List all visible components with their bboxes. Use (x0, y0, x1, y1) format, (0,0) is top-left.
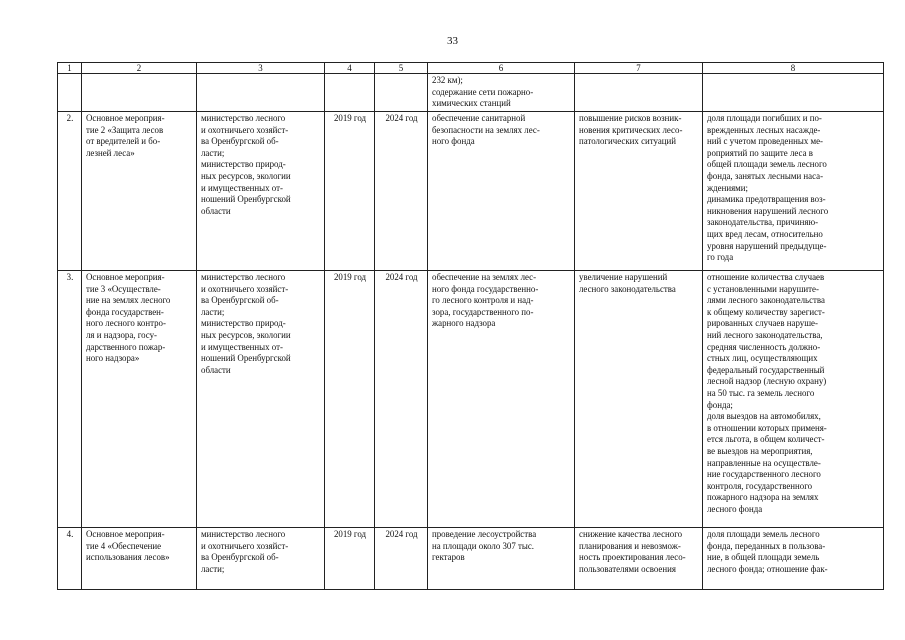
cell-line: щих вред лесам, относительно (707, 228, 823, 239)
activity-cell (82, 528, 197, 590)
cell-line: направленные на осуществле- (707, 457, 821, 468)
end-year-cell: 2024 год (375, 112, 428, 271)
cell-line: тие 3 «Осуществле- (86, 283, 161, 294)
cell-line: дарственного пожар- (86, 341, 166, 352)
cell-line: проведение лесоустройства (432, 529, 537, 539)
header-cell: 7 (575, 63, 703, 74)
cell-line: лесного законодательства (579, 283, 676, 294)
header-cell: 3 (197, 63, 325, 74)
cell-line: области (201, 205, 231, 216)
cell-line: жарного надзора (432, 318, 496, 329)
cell-line: Основное мероприя- (86, 529, 165, 539)
cell-line: ласти; (201, 306, 225, 317)
indicators-cell (703, 112, 884, 271)
cell-line: ва Оренбургской об- (201, 552, 279, 563)
cell-line: ных ресурсов, экологии (201, 329, 291, 340)
cell-line: лезней леса» (86, 147, 135, 158)
start-year-cell: 2019 год (325, 528, 375, 590)
cell-line: и охотничьего хозяйст- (201, 283, 289, 294)
indicators-cell (703, 74, 884, 112)
activities-table (57, 62, 884, 590)
end-year-cell (375, 74, 428, 112)
header-cell: 1 (58, 63, 82, 74)
cell-line: обеспечение санитарной (432, 113, 526, 123)
table-row (58, 528, 884, 590)
cell-line: от вредителей и бо- (86, 136, 161, 147)
cell-line: доля площади погибших и по- (707, 113, 822, 123)
header-cell: 8 (703, 63, 884, 74)
table-row (58, 271, 884, 528)
page-number: 33 (447, 35, 458, 47)
cell-line: доля выездов на автомобилях, (707, 411, 821, 422)
cell-line: ность проектирования лесо- (579, 552, 686, 563)
cell-line: в отношении которых применя- (707, 422, 827, 433)
cell-line: использования лесов» (86, 552, 170, 563)
start-year-cell: 2019 год (325, 271, 375, 528)
table-row (58, 74, 884, 112)
end-year-cell: 2024 год (375, 271, 428, 528)
cell-line: ного фонда государственно- (432, 283, 539, 294)
measures-cell (428, 271, 575, 528)
cell-line: с установленными нарушите- (707, 283, 819, 294)
cell-line: и имущественных от- (201, 341, 283, 352)
cell-line: рированных случаев наруше- (707, 318, 818, 329)
cell-line: снижение качества лесного (579, 529, 683, 539)
cell-line: министерство лесного (201, 529, 286, 539)
cell-line: ний с учетом проведенных ме- (707, 136, 823, 147)
measures-cell (428, 74, 575, 112)
cell-line: ва Оренбургской об- (201, 136, 279, 147)
cell-line: фонда, переданных в пользова- (707, 540, 826, 551)
header-cell: 6 (428, 63, 575, 74)
cell-line: ние государственного лесного (707, 469, 821, 480)
cell-line: ношений Оренбургской (201, 353, 291, 364)
cell-line: отношение количества случаев (707, 272, 825, 282)
cell-line: министерство природ- (201, 318, 286, 329)
start-year-cell: 2019 год (325, 112, 375, 271)
cell-line: фонда; (707, 399, 733, 410)
measures-cell (428, 528, 575, 590)
executor-cell (197, 74, 325, 112)
cell-line: тие 2 «Защита лесов (86, 124, 164, 135)
cell-line: го лесного контроля и над- (432, 295, 534, 306)
cell-line: министерство лесного (201, 272, 286, 282)
activity-cell (82, 74, 197, 112)
cell-line: го года (707, 252, 734, 263)
cell-line: обеспечение на землях лес- (432, 272, 537, 282)
cell-line: контроля, государственного (707, 480, 813, 491)
cell-line: уровня нарушений предыдущe- (707, 240, 827, 251)
cell-line: доля площади земель лесного (707, 529, 820, 539)
measures-cell (428, 112, 575, 271)
cell-line: фонда государствен- (86, 306, 164, 317)
cell-line: ношений Оренбургской (201, 194, 291, 205)
cell-line: средняя численность должно- (707, 341, 821, 352)
cell-line: химических станций (432, 98, 511, 109)
cell-line: министерство природ- (201, 159, 286, 170)
cell-line: патологических ситуаций (579, 136, 677, 147)
activity-cell (82, 112, 197, 271)
cell-line: ется льгота, в общем количест- (707, 434, 825, 445)
header-cell: 4 (325, 63, 375, 74)
cell-line: ных ресурсов, экологии (201, 170, 291, 181)
cell-line: лесного фонда; отношение фак- (707, 563, 828, 574)
cell-line: ждениями; (707, 182, 748, 193)
cell-line: увеличение нарушений (579, 272, 668, 282)
cell-line: роприятий по защите леса в (707, 147, 813, 158)
cell-line: законодательства, причиняю- (707, 217, 819, 228)
cell-line: ласти; (201, 147, 225, 158)
cell-line: на 50 тыс. га земель лесного (707, 387, 815, 398)
cell-line: ласти; (201, 563, 225, 574)
cell-line: зора, государственного по- (432, 306, 534, 317)
cell-line: лесной надзор (лесную охрану) (707, 376, 827, 387)
executor-cell (197, 271, 325, 528)
cell-line: ва Оренбургской об- (201, 295, 279, 306)
cell-line: ного надзора» (86, 353, 140, 364)
consequences-cell (575, 271, 703, 528)
cell-line: тие 4 «Обеспечение (86, 540, 162, 551)
header-cell: 5 (375, 63, 428, 74)
cell-line: области (201, 364, 231, 375)
cell-line: Основное мероприя- (86, 272, 165, 282)
consequences-cell (575, 528, 703, 590)
cell-line: фонда, занятых лесными наса- (707, 170, 824, 181)
table-row (58, 112, 884, 271)
cell-line: планирования и невозмож- (579, 540, 681, 551)
cell-line: ний лесного законодательства, (707, 329, 823, 340)
end-year-cell: 2024 год (375, 528, 428, 590)
cell-line: к общему количеству зарегист- (707, 306, 825, 317)
cell-line: министерство лесного (201, 113, 286, 123)
cell-line: ного фонда (432, 136, 475, 147)
cell-line: ля и надзора, госу- (86, 329, 158, 340)
cell-line: гектаров (432, 552, 465, 563)
cell-line: и охотничьего хозяйст- (201, 124, 289, 135)
indicators-cell (703, 528, 884, 590)
consequences-cell (575, 112, 703, 271)
executor-cell (197, 112, 325, 271)
cell-line: повышение рисков возник- (579, 113, 682, 123)
indicators-cell (703, 271, 884, 528)
table-header-row (58, 63, 884, 74)
cell-line: общей площади земель лесного (707, 159, 827, 170)
table-body (58, 74, 884, 590)
cell-line: Основное мероприя- (86, 113, 165, 123)
activity-cell (82, 271, 197, 528)
cell-line: пожарного надзора на землях (707, 492, 819, 503)
row-number-cell: 3. (58, 271, 82, 528)
cell-line: безопасности на землях лес- (432, 124, 540, 135)
cell-line: лесного фонда (707, 503, 763, 514)
cell-line: врежденных лесных насажде- (707, 124, 821, 135)
start-year-cell (325, 74, 375, 112)
cell-line: никновения нарушений лесного (707, 205, 829, 216)
cell-line: на площади около 307 тыс. (432, 540, 535, 551)
cell-line: и охотничьего хозяйст- (201, 540, 289, 551)
cell-line: новения критических лесо- (579, 124, 683, 135)
row-number-cell (58, 74, 82, 112)
cell-line: и имущественных от- (201, 182, 283, 193)
executor-cell (197, 528, 325, 590)
cell-line: ние, в общей площади земель (707, 552, 820, 563)
consequences-cell (575, 74, 703, 112)
cell-line: динамика предотвращения воз- (707, 194, 826, 205)
cell-line: лями лесного законодательства (707, 295, 825, 306)
cell-line: ве выездов на мероприятия, (707, 445, 813, 456)
cell-line: стных лиц, осуществляющих (707, 353, 818, 364)
cell-line: пользователями освоения (579, 563, 676, 574)
header-cell: 2 (82, 63, 197, 74)
cell-line: федеральный государственный (707, 364, 825, 375)
cell-line: ного лесного контро- (86, 318, 166, 329)
row-number-cell: 4. (58, 528, 82, 590)
cell-line: содержание сети пожарно- (432, 86, 534, 97)
cell-line: ние на землях лесного (86, 295, 171, 306)
row-number-cell: 2. (58, 112, 82, 271)
cell-line: 232 км); (432, 75, 463, 85)
